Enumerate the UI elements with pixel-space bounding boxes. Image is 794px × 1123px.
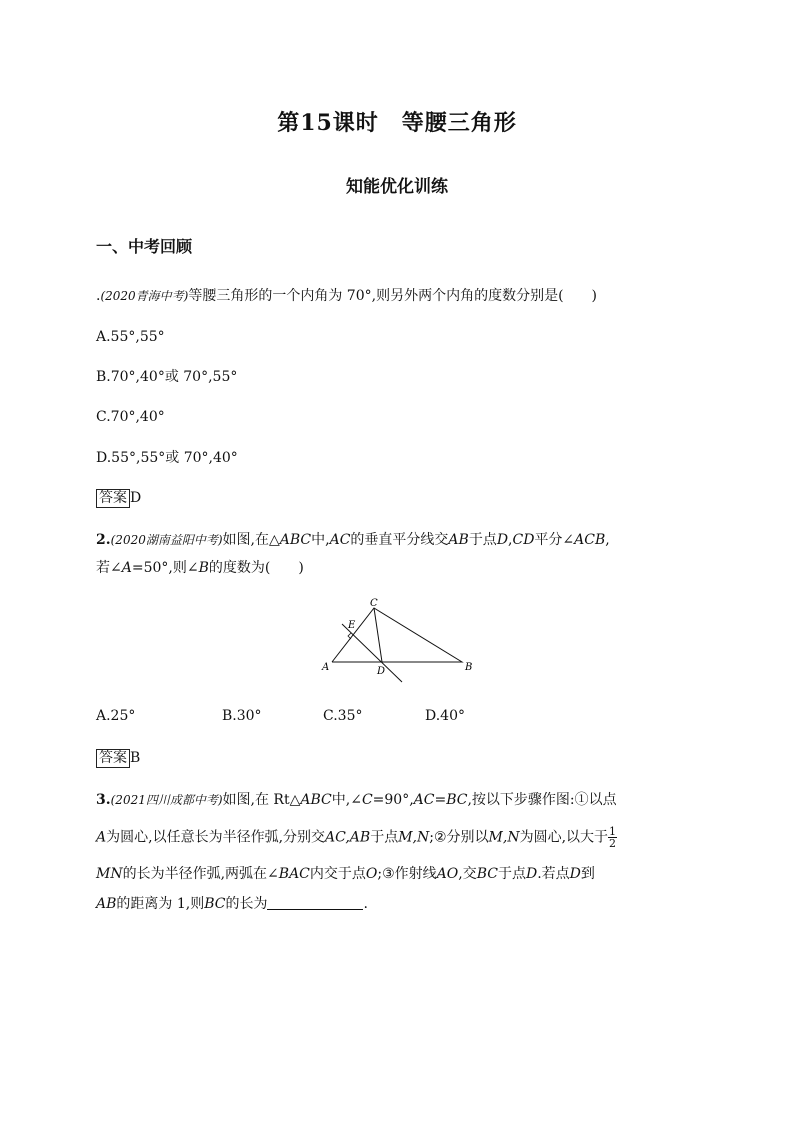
q3-var: D xyxy=(569,866,581,882)
q2-text: 的垂直平分线交 xyxy=(350,532,449,548)
q3-text: 中,∠ xyxy=(331,792,362,808)
q3-var: BC xyxy=(476,866,498,882)
q2-source: (2020湖南益阳中考) xyxy=(110,533,223,547)
q3-text: ,交 xyxy=(458,866,477,882)
q2-text: =50°,则∠ xyxy=(131,560,199,576)
q3-text: 为圆心,以任意长为半径作弧,分别交 xyxy=(106,829,326,846)
label-e: E xyxy=(348,620,356,631)
q3-text: 的长为 xyxy=(225,896,268,912)
q3-number: 3. xyxy=(96,792,111,808)
q2-answer xyxy=(96,748,140,768)
q3-stem-line1 xyxy=(96,790,617,810)
q1-option-a: A.55°,55° xyxy=(96,329,165,345)
q3-text: 到 xyxy=(580,866,595,882)
q3-var: MN xyxy=(96,866,123,882)
q1-number: . xyxy=(96,288,101,304)
q1-stem-text: 等腰三角形的一个内角为 70°,则另外两个内角的度数分别是( ) xyxy=(188,288,597,304)
section-heading: 一、中考回顾 xyxy=(96,237,193,256)
q1-answer-value: D xyxy=(130,490,142,506)
q2-text: 中, xyxy=(311,532,330,548)
q3-text: . xyxy=(363,896,368,912)
q2-var: A xyxy=(121,560,132,576)
q3-stem-line2 xyxy=(96,826,617,849)
fraction-one-half xyxy=(608,826,617,849)
q3-var: A xyxy=(96,829,107,846)
q2-option-c: C.35° xyxy=(323,708,363,724)
q3-text: ;②分别以 xyxy=(429,829,489,846)
label-b: B xyxy=(465,662,473,673)
q3-var: C xyxy=(361,792,373,808)
q1-stem xyxy=(96,286,597,306)
q1-option-c: C.70°,40° xyxy=(96,409,165,425)
fraction-denominator: 2 xyxy=(609,837,617,850)
q3-text: 内交于点 xyxy=(309,866,366,882)
fraction-numerator: 1 xyxy=(609,825,617,838)
triangle-abc xyxy=(332,608,462,662)
q2-var: AB xyxy=(448,532,469,548)
q3-var: O xyxy=(365,866,378,882)
q2-text: , xyxy=(508,532,513,548)
q1-source: (2020青海中考) xyxy=(100,289,189,303)
q2-text: 平分∠ xyxy=(534,532,575,548)
q2-option-b: B.30° xyxy=(222,708,262,724)
q3-var: D xyxy=(525,866,538,882)
answer-label: 答案 xyxy=(96,489,130,508)
page-title: 第15课时 等腰三角形 xyxy=(277,110,517,136)
page-subtitle: 知能优化训练 xyxy=(346,177,448,197)
segment-cd xyxy=(374,608,382,662)
q2-option-d: D.40° xyxy=(425,708,465,724)
q3-var: M,N xyxy=(398,829,430,846)
q2-figure xyxy=(310,596,490,688)
q2-text: 于点 xyxy=(468,532,497,548)
q3-var: AO xyxy=(436,866,459,882)
q3-var: AB xyxy=(96,896,117,912)
q3-var: ABC xyxy=(300,792,332,808)
q3-text: 于点 xyxy=(497,866,526,882)
q2-text: 的度数为( ) xyxy=(208,560,304,576)
label-d: D xyxy=(377,666,386,677)
q3-stem-line3 xyxy=(96,864,595,884)
answer-blank[interactable] xyxy=(267,895,363,910)
q3-text: 的长为半径作弧,两弧在∠ xyxy=(122,866,279,882)
q2-var: ACB xyxy=(574,532,606,548)
q3-text: ;③作射线 xyxy=(377,866,437,882)
q3-stem-line4 xyxy=(96,894,368,914)
answer-label: 答案 xyxy=(96,749,130,768)
q3-text: =90°, xyxy=(372,792,414,808)
q2-var: D xyxy=(496,532,509,548)
q3-var: BAC xyxy=(278,866,310,882)
q1-option-d: D.55°,55°或 70°,40° xyxy=(96,450,238,466)
q3-source: (2021四川成都中考) xyxy=(110,793,223,807)
q3-var: M,N xyxy=(488,829,520,846)
q2-var: AC xyxy=(329,532,351,548)
q1-option-b: B.70°,40°或 70°,55° xyxy=(96,369,238,385)
q3-text: 如图,在 Rt△ xyxy=(222,792,301,808)
q3-var: AC,AB xyxy=(325,829,371,846)
perpendicular-bisector xyxy=(342,624,402,682)
q2-var: CD xyxy=(512,532,535,548)
q3-text: 于点 xyxy=(370,829,399,846)
q2-stem-line2 xyxy=(96,558,304,578)
right-angle-mark xyxy=(348,633,351,639)
q3-text: .若点 xyxy=(537,866,570,882)
q3-var: AC=BC xyxy=(413,792,468,808)
q2-stem-line1 xyxy=(96,530,610,550)
q2-number: 2. xyxy=(96,532,111,548)
q3-var: BC xyxy=(204,896,226,912)
label-a: A xyxy=(322,662,330,673)
q3-text: ,按以下步骤作图:①以点 xyxy=(467,792,617,808)
q2-answer-value: B xyxy=(130,750,141,766)
label-c: C xyxy=(370,598,378,609)
q2-text: 若∠ xyxy=(96,560,122,576)
q1-answer xyxy=(96,488,141,508)
q2-option-a: A.25° xyxy=(96,708,136,724)
q2-var: ABC xyxy=(279,532,312,548)
q2-text: , xyxy=(605,532,610,548)
q2-text: 如图,在△ xyxy=(222,532,280,548)
q3-text: 的距离为 1,则 xyxy=(116,896,205,912)
q2-var: B xyxy=(198,560,209,576)
q3-text: 为圆心,以大于 xyxy=(519,829,609,846)
